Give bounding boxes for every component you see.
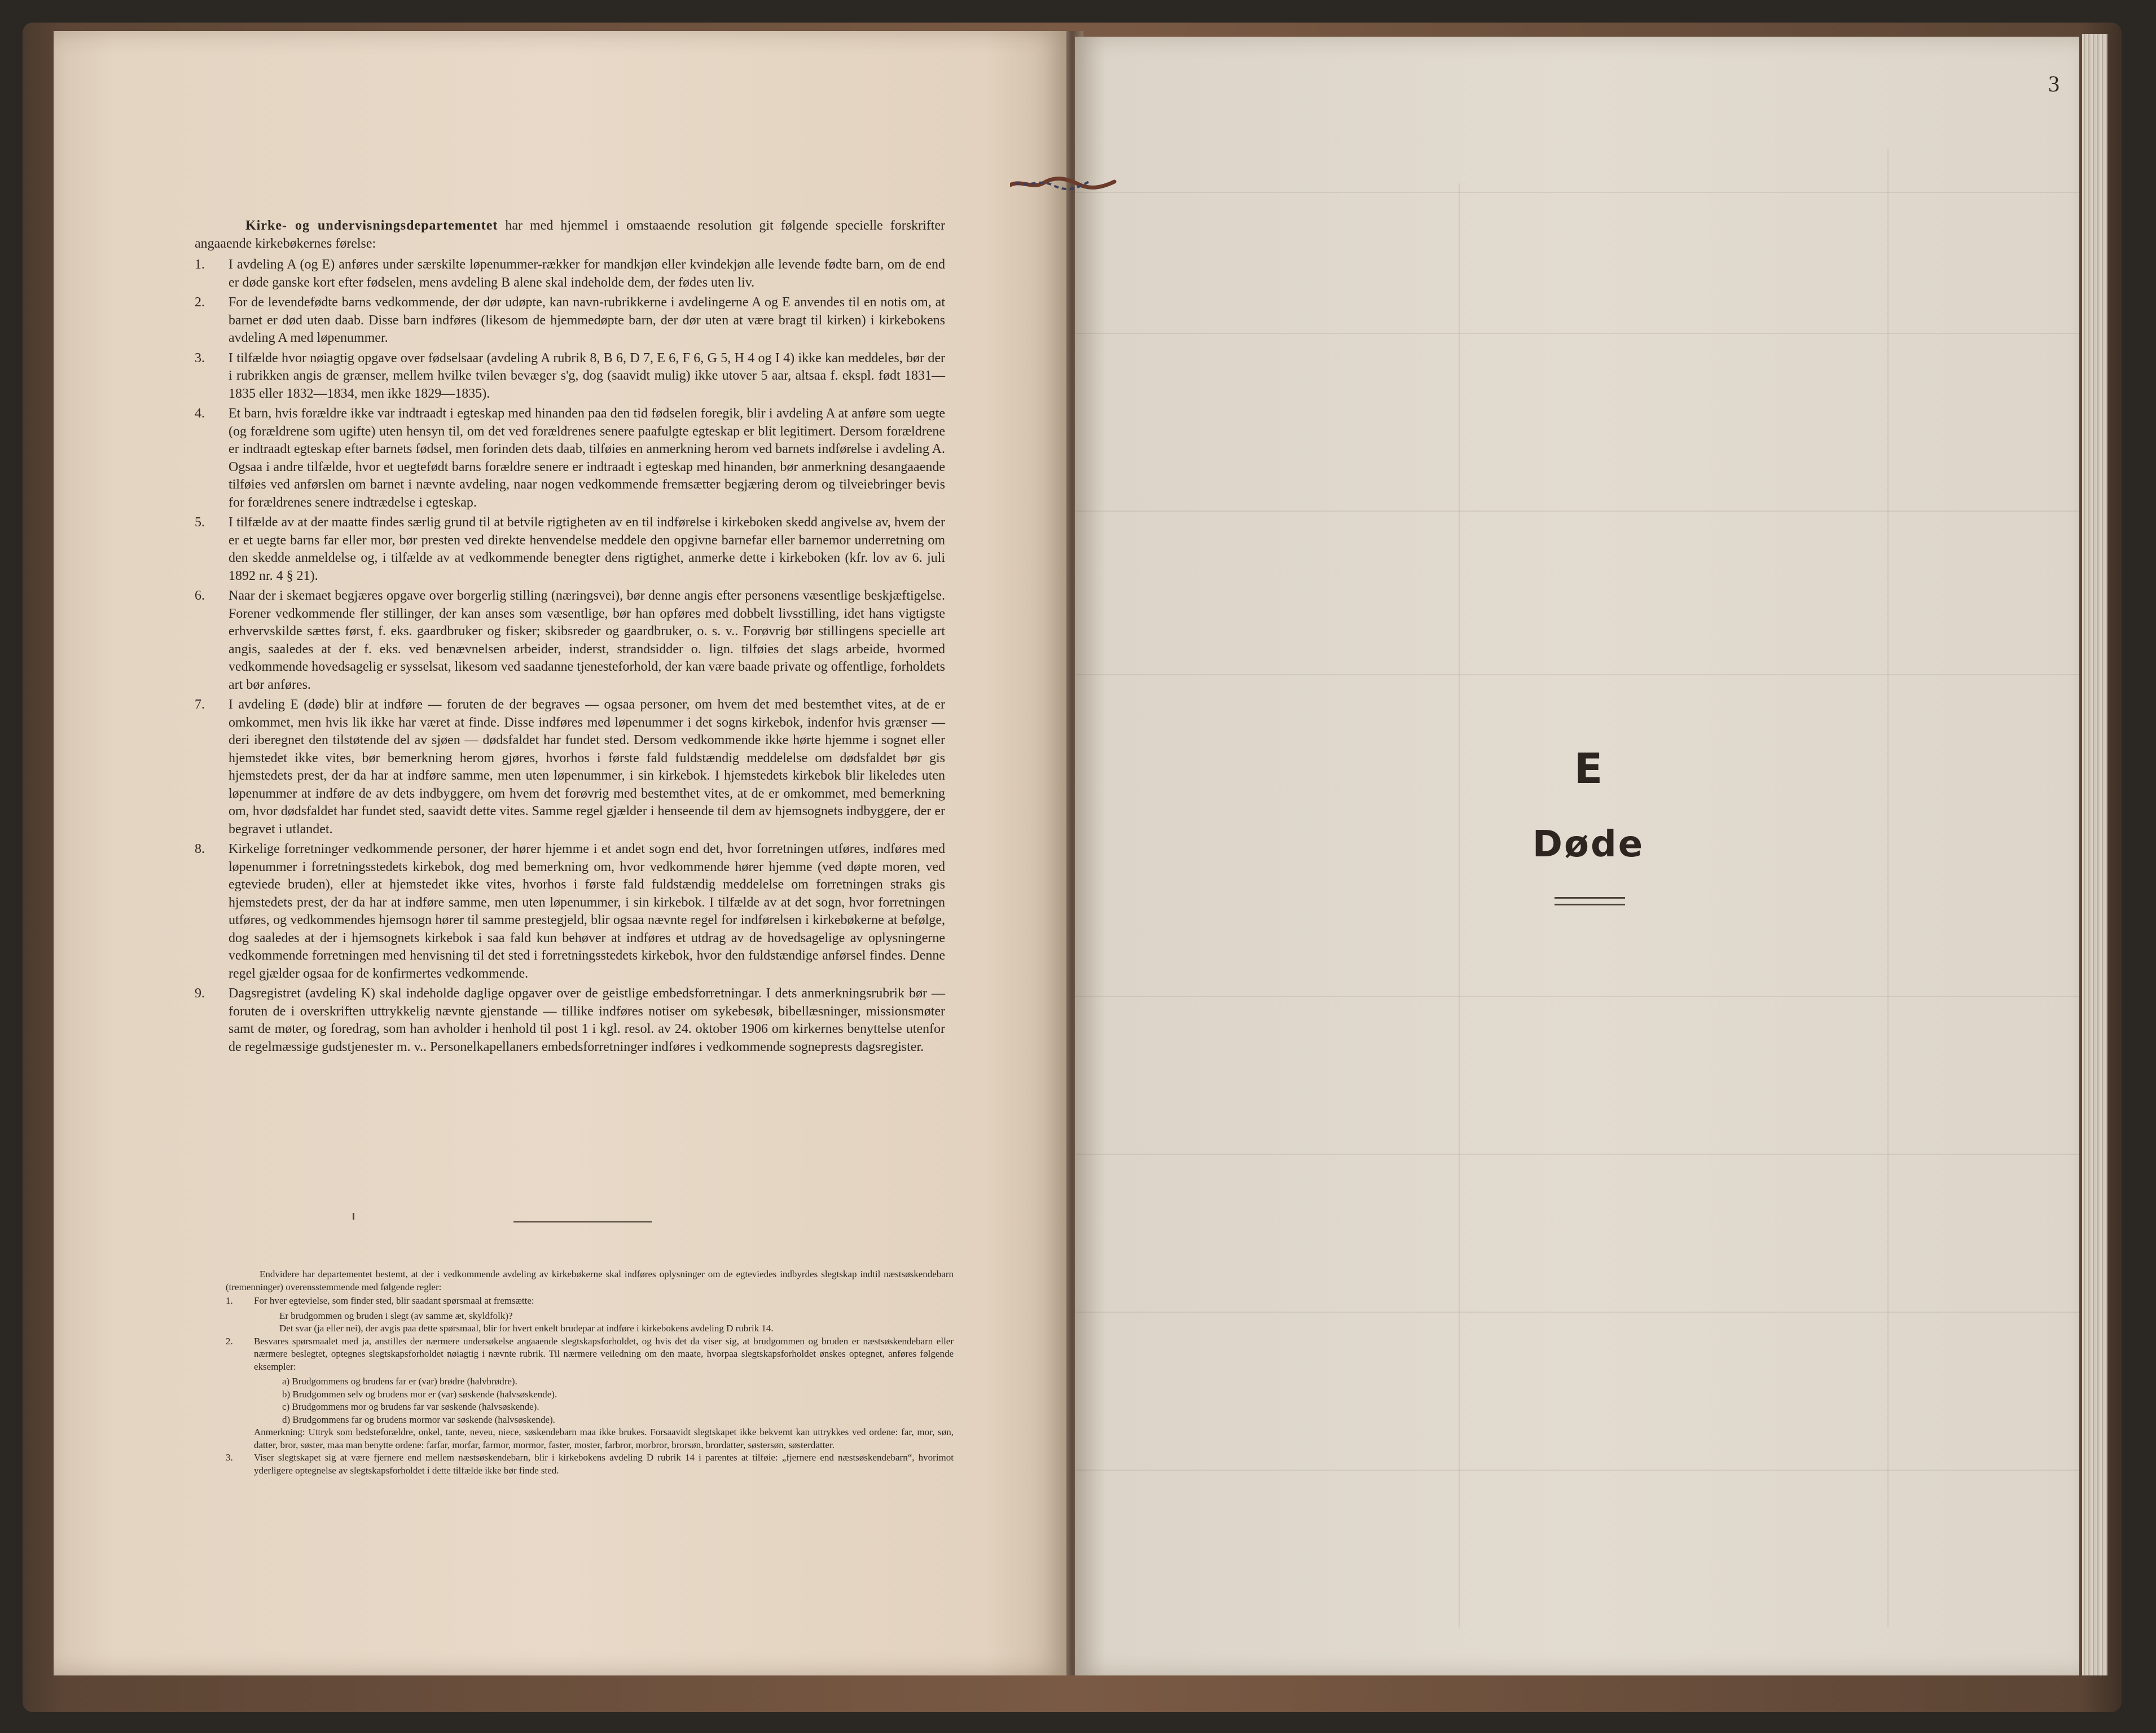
- rule-number: 3.: [195, 350, 205, 366]
- bleed-through-line: [1075, 996, 2079, 997]
- rule-1: [195, 256, 945, 292]
- rule-number: 5.: [195, 515, 205, 530]
- rule-text: Et barn, hvis forældre ikke var indtraadt i egteskap med hinanden paa den tid fødselen foregik, blir i avdeling A at anføre som uegte (og forældrene som ugifte) uten hensyn til, om det ved forældrenes senere paafulgte egteskap er blit legitimert. Dersom forældrene er indtraadt egteskap efter barnets fødsel, men forinden dets daab, tilføies en anmerkning herom ved barnets indførelse i avdeling A. Ogsaa i andre tilfælde, hvor et uegtefødt barns forældre senere er indtraadt i egteskap med hinanden, bør anmerkning desangaaende tilføies ved anførslen om barnet i nævnte avdeling, naar nogen vedkommende fremsætter begjæring derom og tilveiebringer bevis for forældrenes senere indtrædelse i egteskap.: [229, 406, 945, 510]
- example-item: c) Brudgommens mor og brudens far var søskende (halvsøskende).: [282, 1401, 539, 1412]
- bleed-through-line: [1459, 183, 1460, 1628]
- section-letter: E: [1574, 745, 1603, 793]
- rule-text: I avdeling E (døde) blir at indføre — foruten de der begraves — ogsaa personer, om hvem det med bestemthet vites, at de er omkommet, men hvis lik ikke har været at finde. Disse indføres med løpenummer i det sogns kirkebok, indenfor hvis grænser — deri iberegnet den tilstøtende del av sjøen — dødsfaldet har fundet sted. Dersom vedkommende ikke hørte hjemme i sognet eller hjemstedet ikke vites, bør bemerkning herom gjøres, hvorhos i første fald fuldstændig meddelelse om dødsfaldet bør gis hjemstedets prest, der da har at indføre samme, men uten løpenummer, i sin kirkebok. I hjemstedets kirkebok blir likeledes uten løpenummer at indføre de av dets indbyggere, om hvem det forøvrig med bestemthet vites, at de er omkommet, med bemerkning om, hvor dødsfaldet har fundet sted, saavidt dette vites. Samme regel gjælder i henseende til dem av hjemsognets indbyggere, der er begravet i utlandet.: [229, 697, 945, 837]
- example-item: d) Brudgommens far og brudens mormor var søskende (halvsøskende).: [282, 1414, 555, 1425]
- pencil-tick-mark: [353, 1213, 354, 1220]
- rule-text: Kirkelige forretninger vedkommende personer, der hører hjemme i et andet sogn end det, hvor forretningen utføres, indføres med løpenummer i forretningsstedets kirkebok, dog med bemerkning om, hvor vedkommende hører hjemme (ved døpte moren, ved egteviede bruden), eller at hjemstedet ikke vites, hvorhos i første fald fuldstændig meddelelse om forretningen straks gis hjemstedets prest, der da har at indføre samme, men uten løpenummer, i sin kirkebok. I tilfælde av at det sogn, hvor forretningen utføres, og vedkommendes hjemsogn hører til samme prestegjeld, blir ogsaa nævnte regel for indførelsen i kirkebøkerne at befølge, dog saaledes at der i hjemsognets kirkebok i saa fald kun behøver at indføres et utdrag av de hovedsagelige av oplysningerne vedkommende forretningen med henvisning til det sted i forretningsstedets kirkebok, hvor den fuldstændige anførsel findes. Denne regel gjælder ogsaa for de konfirmertes vedkommende.: [229, 842, 945, 981]
- rule-text: For hver egtevielse, som finder sted, blir saadant spørsmaal at fremsætte:: [254, 1295, 534, 1306]
- bleed-through-line: [1075, 1470, 2079, 1471]
- appendix-rule-1: [226, 1295, 954, 1308]
- rule-number: 4.: [195, 406, 205, 421]
- appendix-question: Er brudgommen og bruden i slegt (av samme æt, skyldfolk)?: [279, 1310, 513, 1321]
- bleed-through-line: [1075, 333, 2079, 334]
- rule-7: [195, 696, 945, 838]
- rule-text: Naar der i skemaet begjæres opgave over borgerlig stilling (næringsvei), bør denne angis efter personens væsentlige beskjæftigelse. Forener vedkommende fler stillinger, der kan anses som væsentlige, bør han opføres med dobbelt livsstilling, idet hans vigtigste erhvervskilde sættes først, f. eks. gaardbruker og fisker; skibsreder og gaardbruker, o. s. v.. Forøvrig bør stillingens specielle art angis, saaledes at der f. eks. ved benævnelsen arbeider, inderst, strandsidder o. lign. tilføies det slags arbeide, hvormed vedkommende hovedsagelig er sysselsat, likesom ved saadanne tjenesteforhold, der kan være baade private og offentlige, forholdets art bør anføres.: [229, 588, 945, 692]
- title-double-rule: [1555, 897, 1625, 905]
- binding-thread: [1010, 175, 1123, 192]
- bleed-through-line: [1075, 674, 2079, 675]
- instructions-block: [195, 217, 945, 1058]
- thread-strand: [1010, 179, 1114, 188]
- rule-text: Viser slegtskapet sig at være fjernere end mellem næstsøskendebarn, blir i kirkebokens avdeling D rubrik 14 i parentes at tilføie: „fjernere end næstsøskendebarn“, hvorimot yderligere optegnelse av slegtskapsforholdet i dette tilfælde ikke bør finde sted.: [254, 1452, 954, 1476]
- instructions-intro: [195, 217, 945, 253]
- example-item: a) Brudgommens og brudens far er (var) brødre (halvbrødre).: [282, 1376, 517, 1387]
- rule-text: Dagsregistret (avdeling K) skal indeholde daglige opgaver over de geistlige embedsforretningar. I dets anmerkningsrubrik bør — foruten de i overskriften uttrykkelig nævnte gjenstande — tillike indføres notiser om sykebesøk, bibellæsninger, missionsmøter samt de møter, og foredrag, som han avholder i henhold til post 1 i kgl. resol. av 24. oktober 1906 om kirkernes benyttelse utenfor de regelmæssige gudstjenester m. v.. Personelkapellaners embedsforretninger indføres i vedkommende sogneprests dagsregister.: [229, 986, 945, 1054]
- rule-number: 7.: [195, 697, 205, 712]
- rule-5: [195, 514, 945, 585]
- page-edges: [2082, 34, 2107, 1675]
- rule-2: [195, 294, 945, 348]
- section-divider: [513, 1221, 652, 1222]
- bleed-through-line: [1075, 192, 2079, 193]
- department-name: Kirke- og undervisningsdepartementet: [245, 218, 498, 233]
- appendix-rule-2: [226, 1335, 954, 1374]
- bleed-through-line: [1075, 511, 2079, 512]
- rule-4: [195, 405, 945, 512]
- rule-number: 6.: [195, 588, 205, 603]
- rule-number: 1.: [195, 257, 205, 272]
- rule-number: 1.: [226, 1295, 233, 1306]
- appendix-block: [226, 1268, 954, 1479]
- rule-text: I tilfælde av at der maatte findes særlig grund til at betvile rigtigheten av en til indførelse i kirkeboken skedd angivelse av, hvem der er et uegte barns far eller mor, bør presten ved direkte henvendelse meddele den opgivne barnefar eller barnemor underretning om den skedde anmeldelse og, i tilfælde av at vedkommende benegter dens rigtighet, anmerke dette i kirkeboken (kfr. lov av 6. juli 1892 nr. 4 § 21).: [229, 515, 945, 583]
- bleed-through-line: [1887, 149, 1889, 1628]
- rule-text: For de levendefødte barns vedkommende, der dør udøpte, kan navn-rubrikkerne i avdelingerne A og E anvendes til en notis om, at barnet er død uten daab. Disse barn indføres (likesom de hjemmedøpte barn, der dør uten at være bragt til kirken) i kirkebokens avdeling A med løpenummer.: [229, 295, 945, 345]
- rule-8: [195, 841, 945, 983]
- appendix-rule-1-cont: Det svar (ja eller nei), der avgis paa dette spørsmaal, blir for hvert enkelt brudepar at indføre i kirkebokens avdeling D rubrik 14.: [279, 1323, 774, 1334]
- rule-text: I avdeling A (og E) anføres under særskilte løpenummer-rækker for mandkjøn eller kvindekjøn alle levende fødte barn, om de end er døde ganske kort efter fødselen, mens avdeling B alene skal indeholde dem, der fødes uten liv.: [229, 257, 945, 290]
- rule-9: [195, 985, 945, 1056]
- bleed-through-line: [1075, 1154, 2079, 1155]
- rule-text: I tilfælde hvor nøiagtig opgave over fødselsaar (avdeling A rubrik 8, B 6, D 7, E 6, F 6, G 5, H 4 og I 4) ikke kan meddeles, bør der i rubrikken angis de grænser, mellem hvilke tvilen bevæger s'g, dog (saavidt mulig) ikke utover 5 aar, altsaa f. ekspl. født 1831—1835 eller 1832—1834, men ikke 1829—1835).: [229, 350, 945, 401]
- rule-text: Besvares spørsmaalet med ja, anstilles der nærmere undersøkelse angaaende slegtskapsforholdet, og hvis det da viser sig, at brudgommen og bruden er næstsøskendebarn eller nærmere beslegtet, optegnes slegtskapsforholdet nøiagtig i nævnte rubrik. Til nærmere veiledning om den maate, hvorpaa slegtskapsforholdet ønskes optegnet, anføres følgende eksempler:: [254, 1335, 954, 1372]
- rule-number: 2.: [226, 1335, 233, 1347]
- appendix-note: Anmerkning: Uttryk som bedsteforældre, onkel, tante, neveu, niece, søskendebarn maa ikke brukes. Forsaavidt slegtskapet ikke bekvemt kan uttrykkes ved ordene: far, mor, søn, datter, bror, søster, maa man benytte ordene: farfar, morfar, farmor, mormor, faster, moster, farbror, morbror, brorsøn, brordatter, søstersøn, søsterdatter.: [254, 1427, 954, 1450]
- appendix-rule-3: [226, 1452, 954, 1477]
- section-title: Døde: [1532, 824, 1645, 865]
- rule-6: [195, 587, 945, 694]
- rule-number: 3.: [226, 1452, 233, 1463]
- example-item: b) Brudgommen selv og brudens mor er (var) søskende (halvsøskende).: [282, 1388, 557, 1400]
- intro-text: har med hjemmel i omstaaende resolution git følgende specielle forskrifter angaaende kirkebøkernes førelse:: [195, 218, 945, 251]
- rule-number: 9.: [195, 986, 205, 1001]
- rule-3: [195, 350, 945, 403]
- bleed-through-line: [1075, 1312, 2079, 1313]
- page-number: 3: [2048, 71, 2060, 96]
- rule-number: 8.: [195, 842, 205, 856]
- rule-number: 2.: [195, 295, 205, 310]
- appendix-intro: Endvidere har departementet bestemt, at der i vedkommende avdeling av kirkebøkerne skal indføres oplysninger om de egteviedes indbyrdes slegtskap indtil næstsøskendebarn (tremenninger) overensstemmende med følgende regler:: [226, 1269, 954, 1292]
